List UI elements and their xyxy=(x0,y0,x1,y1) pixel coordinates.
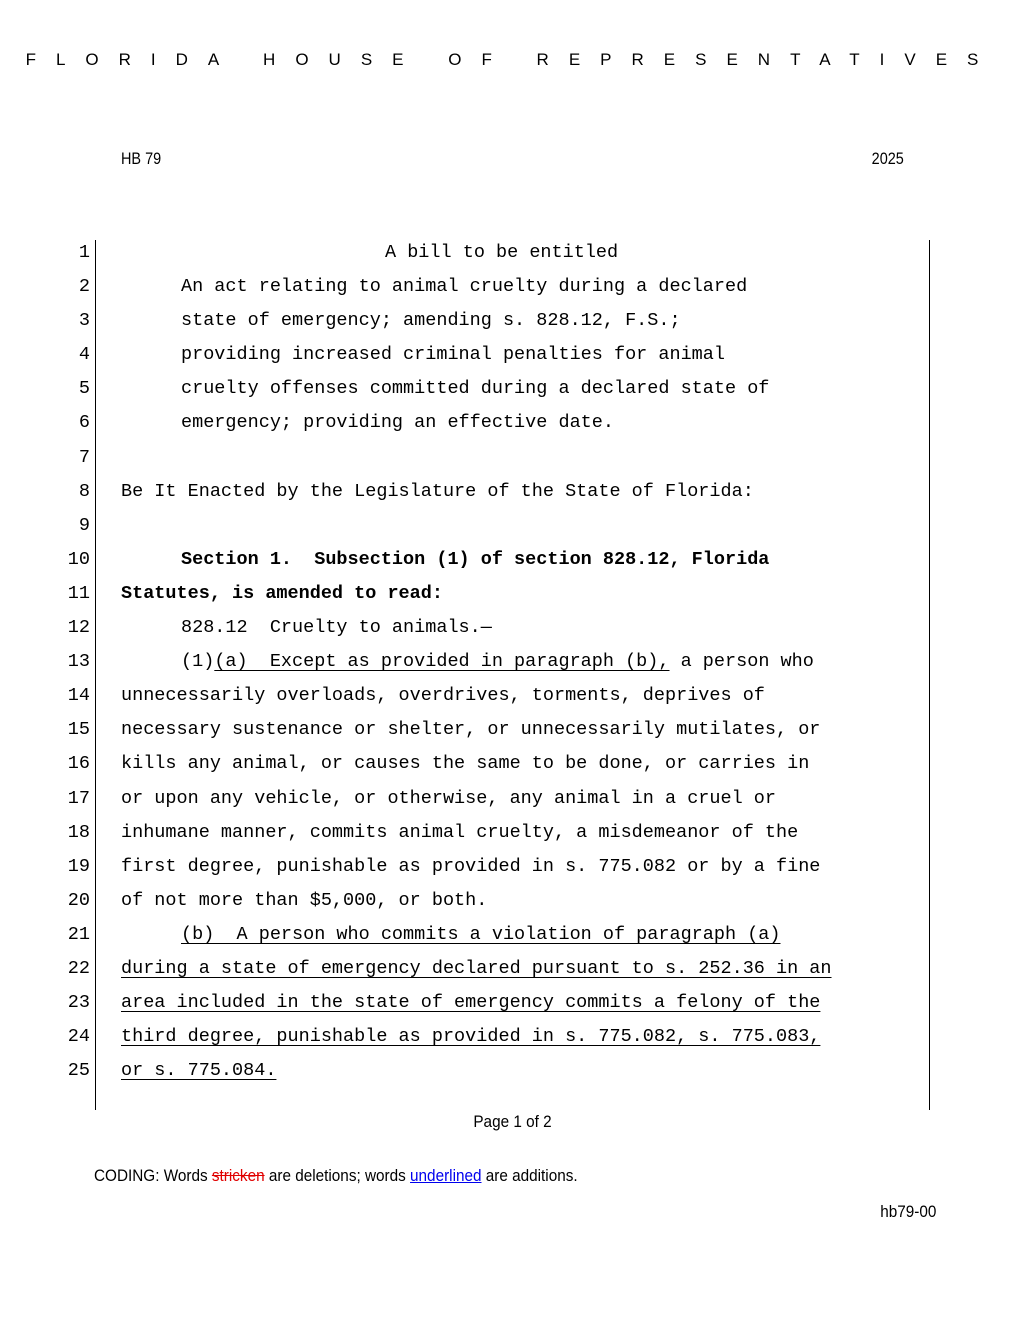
section-heading: Section 1. Subsection (1) of section 828.12, Florida xyxy=(181,548,770,570)
line-number: 11 xyxy=(67,582,90,604)
stricken-example: stricken xyxy=(211,1166,265,1185)
line-text: An act relating to animal cruelty during a declared xyxy=(181,276,748,298)
line-number: 6 xyxy=(78,412,90,434)
line-number: 12 xyxy=(67,617,90,639)
line-number: 9 xyxy=(78,514,90,536)
bill-line xyxy=(0,683,1024,717)
bill-line xyxy=(0,922,1024,956)
line-number: 25 xyxy=(67,1060,90,1082)
line-number: 10 xyxy=(67,548,90,570)
line-text: first degree, punishable as provided in s. 775.082 or by a fine xyxy=(121,855,821,877)
line-text xyxy=(181,649,814,675)
line-number: 16 xyxy=(67,753,90,775)
bill-line xyxy=(0,990,1024,1024)
line-text: cruelty offenses committed during a declared state of xyxy=(181,378,770,400)
line-number: 20 xyxy=(67,889,90,911)
bill-line xyxy=(0,274,1024,308)
line-number: 7 xyxy=(78,446,90,468)
bill-line xyxy=(0,956,1024,990)
line-number: 21 xyxy=(67,923,90,945)
line-text: state of emergency; amending s. 828.12, F.S.; xyxy=(181,310,681,332)
line-number: 4 xyxy=(78,344,90,366)
document-id: hb79-00 xyxy=(879,1202,936,1221)
enacting-clause: Be It Enacted by the Legislature of the State of Florida: xyxy=(121,480,754,502)
line-number: 24 xyxy=(67,1026,90,1048)
subsection-label: (1) xyxy=(181,651,215,673)
bill-line xyxy=(0,820,1024,854)
line-number: 23 xyxy=(67,992,90,1014)
line-text: inhumane manner, commits animal cruelty, a misdemeanor of the xyxy=(121,821,799,843)
bill-number: HB 79 xyxy=(121,149,162,168)
line-text: emergency; providing an effective date. xyxy=(181,412,614,434)
page-number xyxy=(0,1112,1024,1132)
bill-line xyxy=(0,854,1024,888)
line-number: 19 xyxy=(67,855,90,877)
line-number: 22 xyxy=(67,957,90,979)
line-text: kills any animal, or causes the same to be done, or carries in xyxy=(121,753,810,775)
bill-line xyxy=(0,1024,1024,1058)
bill-text xyxy=(0,240,1024,1092)
line-number: 2 xyxy=(78,276,90,298)
line-number: 8 xyxy=(78,480,90,502)
line-number: 1 xyxy=(78,242,90,263)
line-text: or upon any vehicle, or otherwise, any animal in a cruel or xyxy=(121,787,777,809)
added-text: (b) A person who commits a violation of paragraph (a) xyxy=(181,923,781,945)
bill-line xyxy=(0,615,1024,649)
line-text-tail: a person who xyxy=(669,651,814,673)
added-text: or s. 775.084. xyxy=(121,1060,277,1082)
bill-line xyxy=(0,342,1024,376)
bill-line xyxy=(0,445,1024,479)
coding-middle: are deletions; words xyxy=(264,1166,411,1185)
coding-legend xyxy=(94,1166,578,1186)
chamber-header: FLORIDA HOUSE OF REPRESENTATIVES xyxy=(25,50,999,69)
bill-line xyxy=(0,581,1024,615)
line-number: 14 xyxy=(67,685,90,707)
added-text: third degree, punishable as provided in s. 775.082, s. 775.083, xyxy=(121,1026,821,1048)
coding-suffix: are additions. xyxy=(481,1166,578,1185)
statute-catchline: 828.12 Cruelty to animals.— xyxy=(181,617,492,639)
line-text: providing increased criminal penalties for animal xyxy=(181,344,725,366)
line-number: 5 xyxy=(78,378,90,400)
bill-line xyxy=(0,649,1024,683)
bill-line xyxy=(0,888,1024,922)
bill-line xyxy=(0,1058,1024,1092)
added-text: during a state of emergency declared pursuant to s. 252.36 in an xyxy=(121,957,832,979)
line-number: 17 xyxy=(67,787,90,809)
line-number: 15 xyxy=(67,719,90,741)
page-number-text: Page 1 of 2 xyxy=(472,1112,552,1131)
line-number: 3 xyxy=(78,310,90,332)
line-number: 18 xyxy=(67,821,90,843)
section-heading: Statutes, is amended to read: xyxy=(121,582,443,604)
line-text: A bill to be entitled xyxy=(385,242,619,263)
bill-line xyxy=(0,751,1024,785)
line-text: necessary sustenance or shelter, or unnecessarily mutilates, or xyxy=(121,719,821,741)
bill-line xyxy=(0,547,1024,581)
line-text: of not more than $5,000, or both. xyxy=(121,889,488,911)
bill-line xyxy=(0,786,1024,820)
bill-line xyxy=(0,513,1024,547)
added-text: (a) Except as provided in paragraph (b), xyxy=(214,651,670,673)
bill-line xyxy=(0,308,1024,342)
bill-year: 2025 xyxy=(871,149,904,168)
bill-line xyxy=(0,410,1024,444)
bill-line xyxy=(0,479,1024,513)
bill-line xyxy=(0,717,1024,751)
added-text: area included in the state of emergency commits a felony of the xyxy=(121,992,821,1014)
coding-prefix: CODING: Words xyxy=(94,1166,212,1185)
line-number: 13 xyxy=(67,651,90,673)
underlined-example: underlined xyxy=(410,1166,482,1185)
bill-line xyxy=(0,376,1024,410)
line-text: unnecessarily overloads, overdrives, torments, deprives of xyxy=(121,685,765,707)
bill-line xyxy=(0,240,1024,274)
